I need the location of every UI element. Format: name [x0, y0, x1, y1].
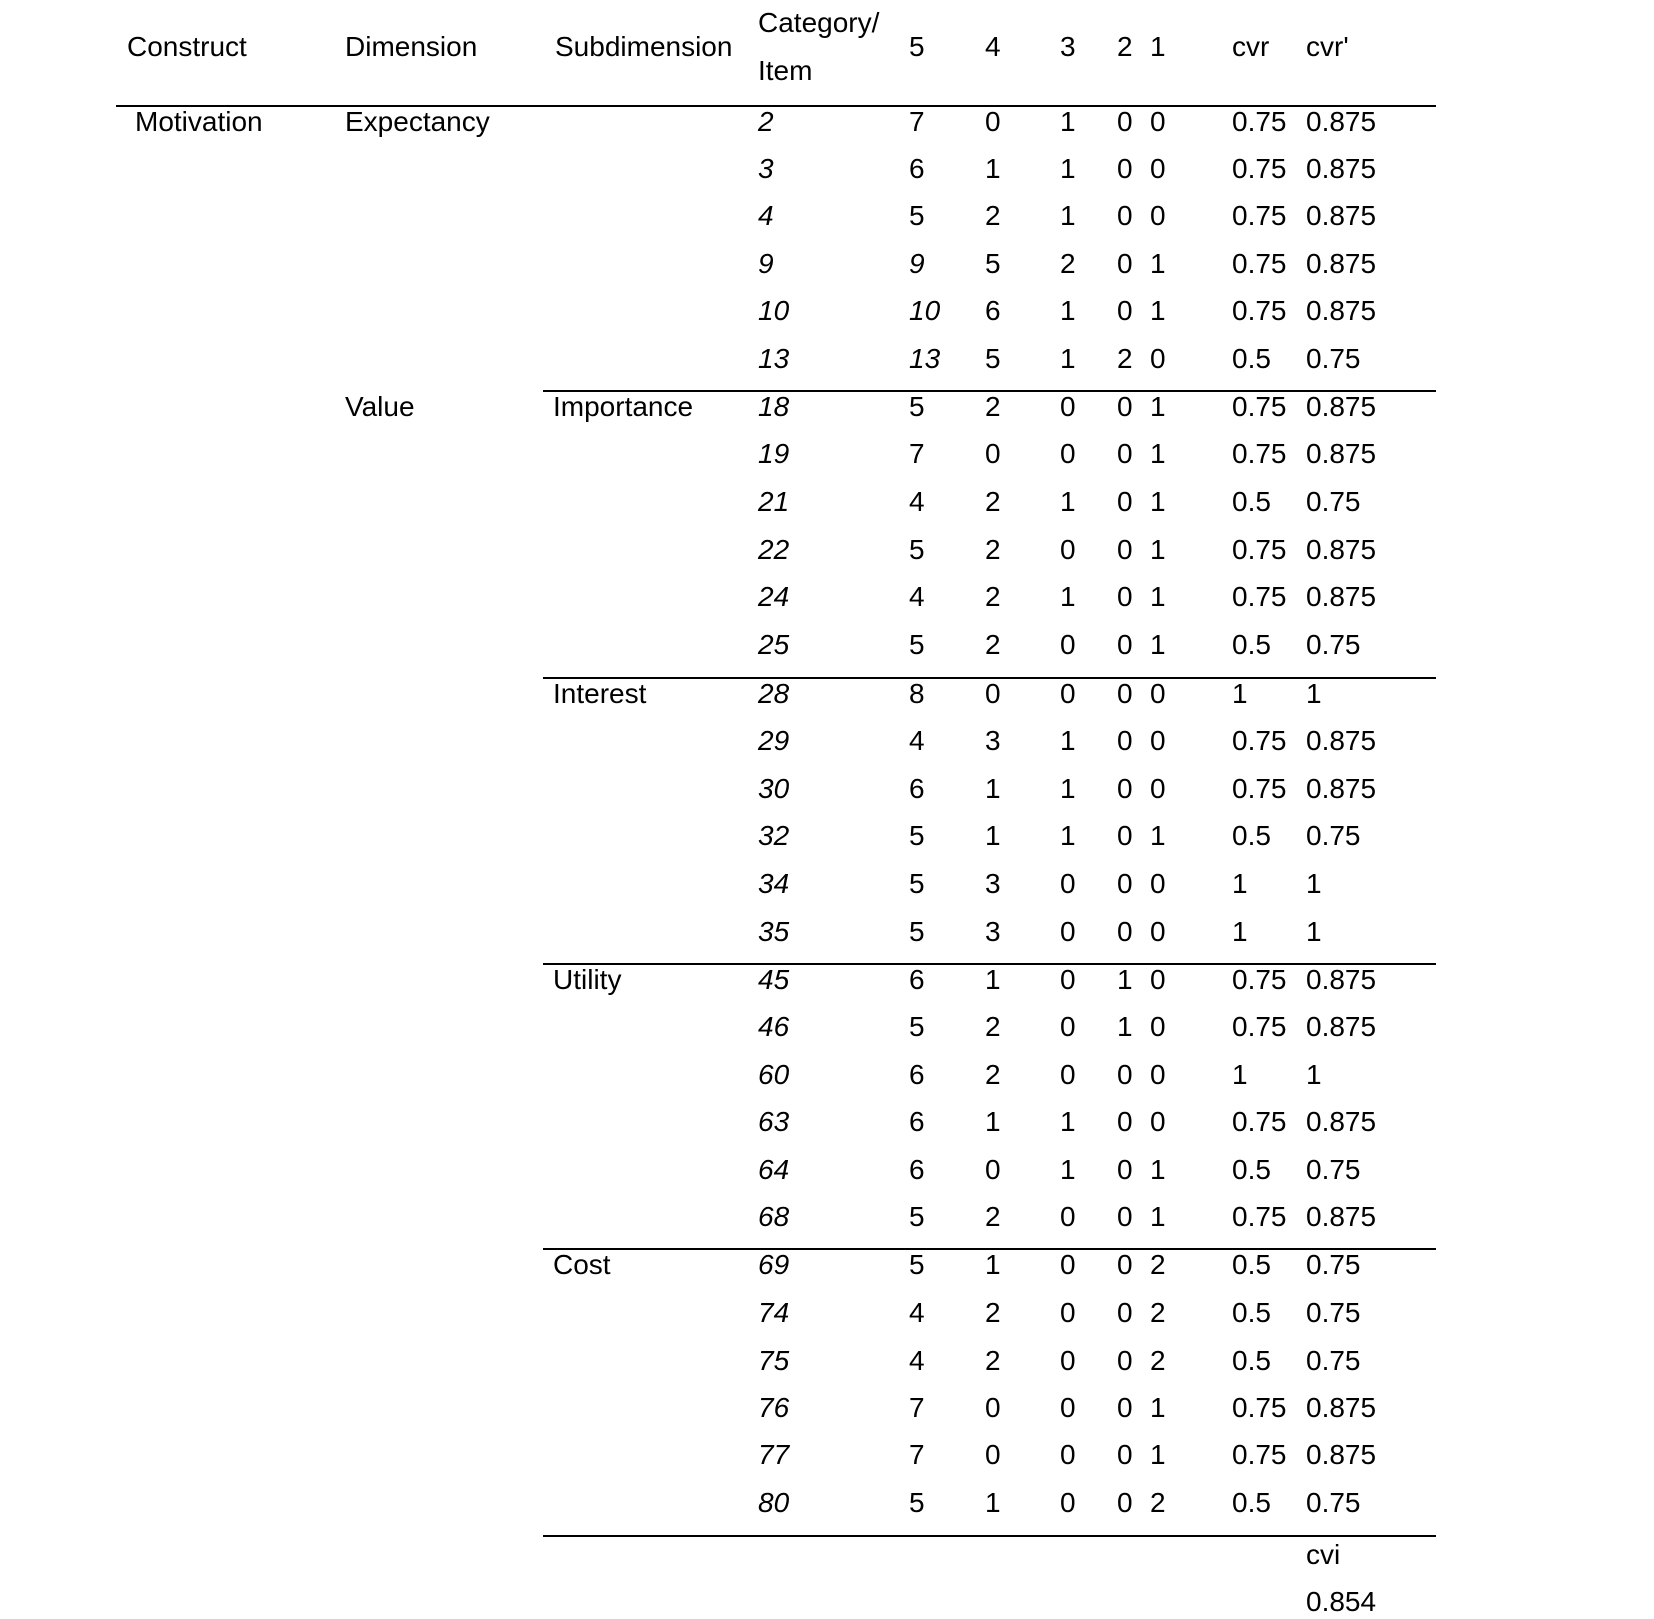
cell-cvr-prime: 0.75 — [1306, 1154, 1361, 1185]
cell-cvr: 0.5 — [1232, 1249, 1271, 1280]
cell-count-5: 5 — [909, 1487, 925, 1518]
cell-count-2: 0 — [1117, 1201, 1133, 1232]
cell-count-2: 0 — [1117, 153, 1133, 184]
cell-count-3: 0 — [1060, 1297, 1076, 1328]
cell-cvr: 0.75 — [1232, 773, 1287, 804]
cell-cvr-prime: 0.875 — [1306, 1201, 1377, 1232]
cell-count-5: 4 — [909, 725, 925, 756]
cell-item: 19 — [758, 438, 790, 469]
cell-cvr: 0.75 — [1232, 106, 1287, 137]
dimension-value: Value — [345, 391, 415, 422]
cell-count-4: 2 — [985, 534, 1001, 565]
cell-cvr: 0.5 — [1232, 629, 1271, 660]
cell-count-2: 2 — [1117, 343, 1133, 374]
cell-count-2: 0 — [1117, 1487, 1133, 1518]
cell-count-2: 0 — [1117, 391, 1133, 422]
cell-cvr-prime: 1 — [1306, 678, 1322, 709]
cell-count-1: 0 — [1150, 153, 1166, 184]
cell-item: 10 — [758, 295, 790, 326]
cell-item: 13 — [758, 343, 790, 374]
cell-item: 29 — [758, 725, 790, 756]
cell-item: 18 — [758, 391, 790, 422]
cell-count-4: 2 — [985, 200, 1001, 231]
cell-cvr-prime: 0.75 — [1306, 486, 1361, 517]
cell-count-2: 0 — [1117, 1059, 1133, 1090]
cell-count-4: 2 — [985, 391, 1001, 422]
header-cvr: cvr — [1232, 31, 1270, 62]
cell-count-2: 0 — [1117, 1106, 1133, 1137]
cell-item: 46 — [758, 1011, 790, 1042]
cell-cvr-prime: 0.875 — [1306, 581, 1377, 612]
cell-count-4: 1 — [985, 1487, 1001, 1518]
cell-count-5: 9 — [909, 248, 925, 279]
header-col-1: 1 — [1150, 31, 1166, 62]
cell-item: 80 — [758, 1487, 790, 1518]
cell-count-3: 0 — [1060, 1011, 1076, 1042]
cell-count-5: 6 — [909, 1059, 925, 1090]
cell-count-1: 1 — [1150, 1154, 1166, 1185]
cell-count-2: 0 — [1117, 486, 1133, 517]
cell-item: 22 — [758, 534, 790, 565]
cell-count-3: 0 — [1060, 1249, 1076, 1280]
cell-count-2: 0 — [1117, 1439, 1133, 1470]
cell-cvr: 1 — [1232, 1059, 1248, 1090]
cell-count-1: 0 — [1150, 773, 1166, 804]
cell-count-5: 5 — [909, 629, 925, 660]
cell-count-5: 7 — [909, 106, 925, 137]
dimension-expectancy: Expectancy — [345, 106, 490, 137]
cell-count-5: 5 — [909, 916, 925, 947]
cell-cvr: 0.5 — [1232, 343, 1271, 374]
cell-count-4: 0 — [985, 1392, 1001, 1423]
cell-count-4: 1 — [985, 773, 1001, 804]
cell-count-1: 0 — [1150, 200, 1166, 231]
cell-cvr: 0.75 — [1232, 200, 1287, 231]
cell-count-2: 0 — [1117, 678, 1133, 709]
cell-item: 9 — [758, 248, 774, 279]
cell-count-1: 1 — [1150, 1439, 1166, 1470]
cell-count-5: 4 — [909, 1297, 925, 1328]
cell-count-3: 0 — [1060, 629, 1076, 660]
cell-item: 2 — [758, 106, 774, 137]
header-subdimension: Subdimension — [555, 31, 733, 62]
cell-count-3: 1 — [1060, 153, 1076, 184]
cell-count-3: 1 — [1060, 106, 1076, 137]
cell-cvr-prime: 0.875 — [1306, 248, 1377, 279]
cell-item: 28 — [758, 678, 790, 709]
cell-cvr: 0.5 — [1232, 820, 1271, 851]
cell-count-3: 1 — [1060, 1154, 1076, 1185]
cell-cvr: 0.5 — [1232, 1345, 1271, 1376]
cell-count-5: 5 — [909, 868, 925, 899]
cell-count-3: 2 — [1060, 248, 1076, 279]
cell-count-3: 0 — [1060, 438, 1076, 469]
cell-count-3: 1 — [1060, 295, 1076, 326]
cell-cvr-prime: 0.875 — [1306, 438, 1377, 469]
cell-item: 76 — [758, 1392, 790, 1423]
cell-count-3: 0 — [1060, 1345, 1076, 1376]
cell-count-2: 0 — [1117, 248, 1133, 279]
cell-count-1: 0 — [1150, 916, 1166, 947]
cell-count-4: 2 — [985, 1297, 1001, 1328]
cell-count-1: 0 — [1150, 343, 1166, 374]
cell-count-1: 1 — [1150, 1392, 1166, 1423]
cell-count-1: 1 — [1150, 248, 1166, 279]
cell-count-3: 0 — [1060, 916, 1076, 947]
cell-count-1: 0 — [1150, 964, 1166, 995]
cell-cvr: 0.75 — [1232, 1011, 1287, 1042]
cell-count-5: 5 — [909, 200, 925, 231]
cell-count-1: 1 — [1150, 391, 1166, 422]
cell-count-1: 2 — [1150, 1487, 1166, 1518]
cvi-value: 0.854 — [1306, 1586, 1377, 1617]
cell-item: 45 — [758, 964, 790, 995]
cell-count-4: 5 — [985, 248, 1001, 279]
cell-count-3: 1 — [1060, 820, 1076, 851]
cell-cvr: 0.75 — [1232, 391, 1287, 422]
cell-cvr-prime: 0.875 — [1306, 1106, 1377, 1137]
cell-item: 25 — [758, 629, 790, 660]
cell-count-4: 3 — [985, 916, 1001, 947]
cell-count-4: 6 — [985, 295, 1001, 326]
cell-count-2: 1 — [1117, 1011, 1133, 1042]
cell-count-5: 6 — [909, 153, 925, 184]
cell-item: 60 — [758, 1059, 790, 1090]
cell-count-2: 0 — [1117, 868, 1133, 899]
cell-cvr-prime: 0.75 — [1306, 1345, 1361, 1376]
cell-count-2: 0 — [1117, 1249, 1133, 1280]
cell-cvr: 0.5 — [1232, 1487, 1271, 1518]
cell-cvr-prime: 0.875 — [1306, 534, 1377, 565]
cell-count-5: 4 — [909, 1345, 925, 1376]
cell-item: 4 — [758, 200, 774, 231]
cell-cvr: 0.75 — [1232, 725, 1287, 756]
subdimension-importance: Importance — [553, 391, 694, 422]
cell-count-4: 2 — [985, 629, 1001, 660]
header-col-4: 4 — [985, 31, 1001, 62]
cell-count-2: 0 — [1117, 534, 1133, 565]
construct-label: Motivation — [135, 106, 263, 137]
cell-cvr-prime: 0.75 — [1306, 820, 1361, 851]
cell-count-4: 1 — [985, 1106, 1001, 1137]
cell-cvr-prime: 0.75 — [1306, 343, 1361, 374]
cell-count-1: 1 — [1150, 1201, 1166, 1232]
cell-count-1: 1 — [1150, 438, 1166, 469]
cell-count-3: 0 — [1060, 1392, 1076, 1423]
cell-cvr: 0.75 — [1232, 248, 1287, 279]
cell-count-5: 6 — [909, 1154, 925, 1185]
cell-item: 69 — [758, 1249, 790, 1280]
cell-count-4: 2 — [985, 1011, 1001, 1042]
cell-cvr-prime: 0.875 — [1306, 1011, 1377, 1042]
cell-count-1: 1 — [1150, 820, 1166, 851]
cell-count-3: 1 — [1060, 581, 1076, 612]
header-category: Category/ — [758, 7, 880, 38]
cell-count-4: 1 — [985, 820, 1001, 851]
cell-count-5: 5 — [909, 820, 925, 851]
cell-count-2: 0 — [1117, 820, 1133, 851]
header-col-2: 2 — [1117, 31, 1133, 62]
cell-count-1: 0 — [1150, 106, 1166, 137]
cell-cvr: 0.5 — [1232, 1154, 1271, 1185]
cell-cvr-prime: 0.875 — [1306, 295, 1377, 326]
cell-count-5: 4 — [909, 581, 925, 612]
cell-count-2: 0 — [1117, 916, 1133, 947]
cell-cvr-prime: 0.875 — [1306, 725, 1377, 756]
cell-count-5: 4 — [909, 486, 925, 517]
cell-count-1: 0 — [1150, 1106, 1166, 1137]
cell-cvr: 1 — [1232, 916, 1248, 947]
cell-count-3: 0 — [1060, 964, 1076, 995]
cell-count-5: 7 — [909, 438, 925, 469]
cell-count-1: 1 — [1150, 486, 1166, 517]
cell-count-4: 3 — [985, 725, 1001, 756]
cell-count-5: 6 — [909, 773, 925, 804]
cell-cvr: 0.75 — [1232, 581, 1287, 612]
cell-count-4: 0 — [985, 438, 1001, 469]
cell-cvr: 1 — [1232, 868, 1248, 899]
cell-count-5: 7 — [909, 1439, 925, 1470]
cell-cvr: 0.75 — [1232, 1439, 1287, 1470]
cell-count-3: 1 — [1060, 486, 1076, 517]
cell-count-2: 0 — [1117, 725, 1133, 756]
cell-cvr-prime: 0.875 — [1306, 773, 1377, 804]
cell-count-4: 0 — [985, 106, 1001, 137]
cell-count-2: 0 — [1117, 1392, 1133, 1423]
cell-item: 34 — [758, 868, 790, 899]
cell-count-1: 2 — [1150, 1345, 1166, 1376]
bottom-rule — [543, 1535, 1436, 1537]
cell-cvr-prime: 0.75 — [1306, 1487, 1361, 1518]
cell-count-2: 1 — [1117, 964, 1133, 995]
cell-count-4: 2 — [985, 1201, 1001, 1232]
cell-count-4: 1 — [985, 153, 1001, 184]
cell-cvr-prime: 0.875 — [1306, 106, 1377, 137]
header-col-5: 5 — [909, 31, 925, 62]
subdimension-cost: Cost — [553, 1249, 611, 1280]
cell-cvr-prime: 0.875 — [1306, 1392, 1377, 1423]
cell-item: 24 — [758, 581, 790, 612]
cell-cvr-prime: 0.75 — [1306, 1249, 1361, 1280]
cell-count-3: 1 — [1060, 200, 1076, 231]
cell-cvr: 1 — [1232, 678, 1248, 709]
cell-cvr-prime: 0.875 — [1306, 200, 1377, 231]
cell-cvr: 0.75 — [1232, 153, 1287, 184]
cell-count-1: 0 — [1150, 725, 1166, 756]
cell-count-1: 1 — [1150, 295, 1166, 326]
cell-count-1: 1 — [1150, 581, 1166, 612]
cell-count-4: 2 — [985, 1059, 1001, 1090]
cell-count-4: 2 — [985, 581, 1001, 612]
cell-count-3: 0 — [1060, 391, 1076, 422]
cell-item: 74 — [758, 1297, 790, 1328]
cell-item: 35 — [758, 916, 790, 947]
cell-count-2: 0 — [1117, 295, 1133, 326]
cell-item: 3 — [758, 153, 774, 184]
cell-cvr-prime: 0.875 — [1306, 964, 1377, 995]
cell-count-2: 0 — [1117, 1297, 1133, 1328]
cell-cvr-prime: 0.875 — [1306, 391, 1377, 422]
cell-cvr: 0.75 — [1232, 964, 1287, 995]
cell-count-1: 2 — [1150, 1297, 1166, 1328]
cell-cvr-prime: 0.75 — [1306, 629, 1361, 660]
cell-item: 21 — [758, 486, 790, 517]
cell-count-5: 5 — [909, 1249, 925, 1280]
cell-cvr: 0.75 — [1232, 295, 1287, 326]
cell-count-4: 0 — [985, 1439, 1001, 1470]
cell-cvr: 0.75 — [1232, 1106, 1287, 1137]
cell-count-5: 7 — [909, 1392, 925, 1423]
cell-item: 77 — [758, 1439, 790, 1470]
cell-cvr: 0.75 — [1232, 438, 1287, 469]
cell-count-2: 0 — [1117, 1345, 1133, 1376]
header-item: Item — [758, 55, 813, 86]
cell-count-2: 0 — [1117, 1154, 1133, 1185]
cell-count-2: 0 — [1117, 438, 1133, 469]
cell-item: 68 — [758, 1201, 790, 1232]
cell-cvr-prime: 0.875 — [1306, 153, 1377, 184]
cell-count-2: 0 — [1117, 629, 1133, 660]
cvi-label: cvi — [1306, 1539, 1341, 1570]
cell-count-1: 0 — [1150, 1011, 1166, 1042]
cell-cvr: 0.75 — [1232, 534, 1287, 565]
cell-count-4: 1 — [985, 1249, 1001, 1280]
header-cvr-prime: cvr' — [1306, 31, 1349, 62]
cell-cvr-prime: 0.75 — [1306, 1297, 1361, 1328]
cell-count-4: 3 — [985, 868, 1001, 899]
cell-count-2: 0 — [1117, 200, 1133, 231]
cell-count-2: 0 — [1117, 773, 1133, 804]
cell-count-5: 6 — [909, 1106, 925, 1137]
cell-count-1: 1 — [1150, 629, 1166, 660]
cell-cvr-prime: 0.875 — [1306, 1439, 1377, 1470]
cell-count-3: 0 — [1060, 1201, 1076, 1232]
cell-count-5: 5 — [909, 534, 925, 565]
cell-count-3: 1 — [1060, 1106, 1076, 1137]
cell-count-4: 1 — [985, 964, 1001, 995]
cell-cvr-prime: 1 — [1306, 1059, 1322, 1090]
cell-count-2: 0 — [1117, 106, 1133, 137]
cell-count-3: 0 — [1060, 534, 1076, 565]
cell-count-5: 13 — [909, 343, 941, 374]
header-dimension: Dimension — [345, 31, 478, 62]
cell-count-3: 0 — [1060, 678, 1076, 709]
cell-count-4: 0 — [985, 678, 1001, 709]
cell-count-5: 8 — [909, 678, 925, 709]
cell-count-4: 2 — [985, 486, 1001, 517]
cell-count-5: 10 — [909, 295, 941, 326]
cell-item: 30 — [758, 773, 790, 804]
cell-cvr: 0.5 — [1232, 1297, 1271, 1328]
subdimension-utility: Utility — [553, 964, 622, 995]
cell-count-3: 1 — [1060, 343, 1076, 374]
cell-cvr: 0.5 — [1232, 486, 1271, 517]
cell-count-3: 1 — [1060, 773, 1076, 804]
cell-count-3: 0 — [1060, 1487, 1076, 1518]
cell-count-1: 2 — [1150, 1249, 1166, 1280]
subdimension-interest: Interest — [553, 678, 647, 709]
cell-count-5: 5 — [909, 1201, 925, 1232]
cell-item: 64 — [758, 1154, 790, 1185]
header-construct: Construct — [127, 31, 247, 62]
cell-count-3: 0 — [1060, 1439, 1076, 1470]
header-col-3: 3 — [1060, 31, 1076, 62]
cell-count-3: 1 — [1060, 725, 1076, 756]
cell-count-5: 6 — [909, 964, 925, 995]
cell-count-1: 1 — [1150, 534, 1166, 565]
cell-count-1: 0 — [1150, 868, 1166, 899]
cell-count-5: 5 — [909, 391, 925, 422]
cell-count-4: 0 — [985, 1154, 1001, 1185]
cell-cvr: 0.75 — [1232, 1392, 1287, 1423]
cell-cvr: 0.75 — [1232, 1201, 1287, 1232]
cell-count-3: 0 — [1060, 1059, 1076, 1090]
cell-item: 32 — [758, 820, 790, 851]
cell-count-1: 0 — [1150, 1059, 1166, 1090]
cell-count-2: 0 — [1117, 581, 1133, 612]
cell-count-5: 5 — [909, 1011, 925, 1042]
cell-item: 75 — [758, 1345, 790, 1376]
cell-item: 63 — [758, 1106, 790, 1137]
cell-count-1: 0 — [1150, 678, 1166, 709]
cell-cvr-prime: 1 — [1306, 868, 1322, 899]
cell-count-4: 5 — [985, 343, 1001, 374]
cell-cvr-prime: 1 — [1306, 916, 1322, 947]
cell-count-4: 2 — [985, 1345, 1001, 1376]
cell-count-3: 0 — [1060, 868, 1076, 899]
